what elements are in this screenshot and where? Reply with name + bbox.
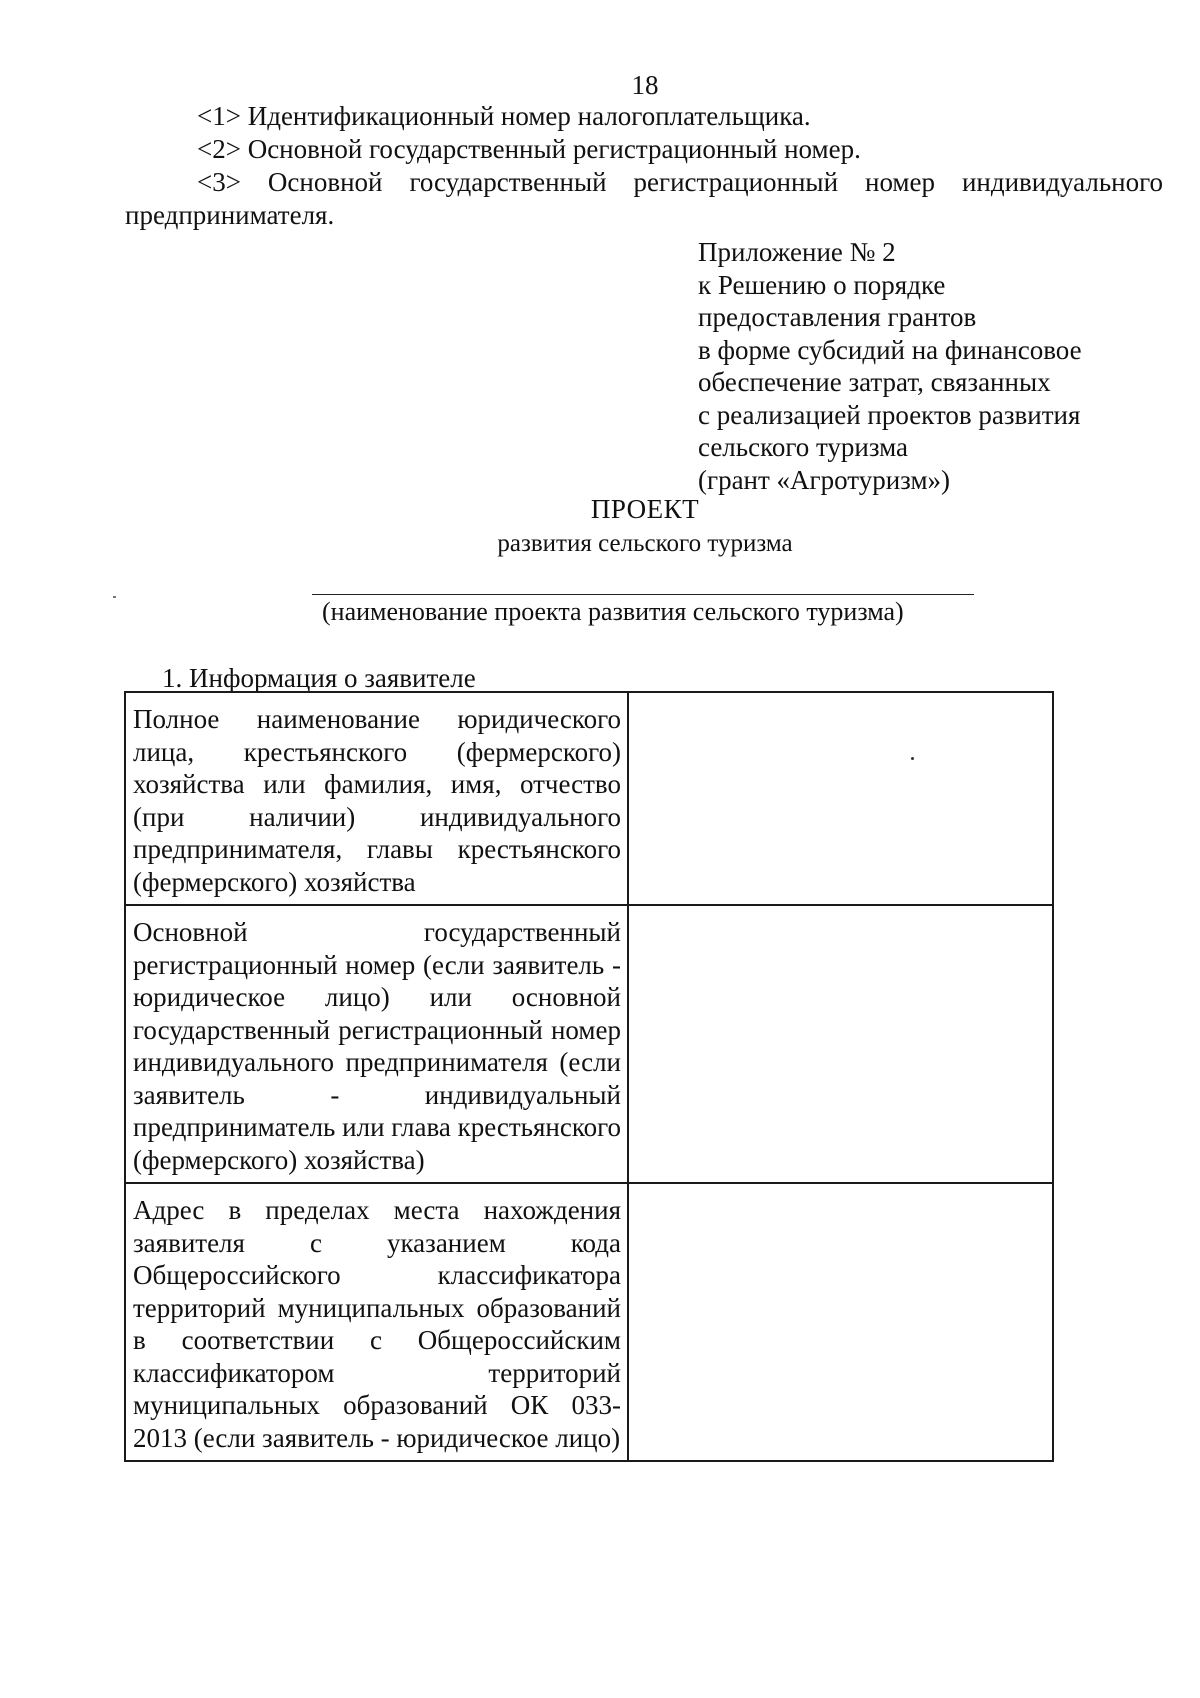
appendix-line: Приложение № 2: [698, 237, 896, 267]
section-heading: 1. Информация о заявителе: [162, 663, 476, 693]
table-row: [125, 1183, 1053, 1461]
appendix-line: предоставления грантов: [698, 302, 977, 332]
footnote-3: <3> Основной государственный регистрационный номер индивидуального предпринимателя.: [125, 167, 1163, 230]
row-value: [628, 692, 1053, 905]
appendix-line: сельского туризма: [698, 432, 909, 462]
appendix-reference: [698, 236, 1168, 496]
row-label: Полное наименование юридического лица, крестьянского (фермерского) хозяйства или фамилия, имя, отчество (при наличии) индивидуального предпринимателя, главы крестьянского (фермерского) хозяйства: [125, 692, 628, 905]
appendix-line: к Решению о порядке: [698, 269, 946, 300]
project-name-caption: (наименование проекта развития сельского туризма): [322, 597, 904, 626]
applicant-info-table: [124, 691, 1054, 1462]
appendix-line: с реализацией проектов развития: [698, 399, 1081, 430]
appendix-line: в форме субсидий на финансовое: [698, 334, 1082, 365]
row-value: [628, 1183, 1053, 1461]
document-title: ПРОЕКТ: [590, 494, 700, 524]
table-row: [125, 692, 1053, 905]
row-value: [628, 905, 1053, 1183]
footnote-1: <1> Идентификационный номер налогоплательщика.: [197, 101, 811, 131]
page-number: 18: [631, 70, 659, 100]
footnotes: [125, 100, 1163, 232]
project-name-underline: [312, 594, 974, 595]
row-label: Адрес в пределах места нахождения заявителя с указанием кода Общероссийского классификатора территорий муниципальных образований в соответствии с Общероссийским классификатором территорий муниципальных образований ОК 033-2013 (если заявитель - юридическое лицо): [125, 1183, 628, 1461]
row-label: Основной государственный регистрационный номер (если заявитель - юридическое лицо) или основной государственный регистрационный номер индивидуального предпринимателя (если заявитель - индивидуальный предприниматель или глава крестьянского (фермерского) хозяйства): [125, 905, 628, 1183]
appendix-line: (грант «Агротуризм»): [698, 464, 951, 495]
table-row: [125, 905, 1053, 1183]
appendix-line: обеспечение затрат, связанных: [698, 367, 1051, 397]
scan-artifact: [113, 596, 116, 598]
footnote-2: <2> Основной государственный регистрационный номер.: [197, 134, 861, 164]
document-subtitle: развития сельского туризма: [497, 530, 793, 557]
scan-dot: [911, 757, 914, 760]
